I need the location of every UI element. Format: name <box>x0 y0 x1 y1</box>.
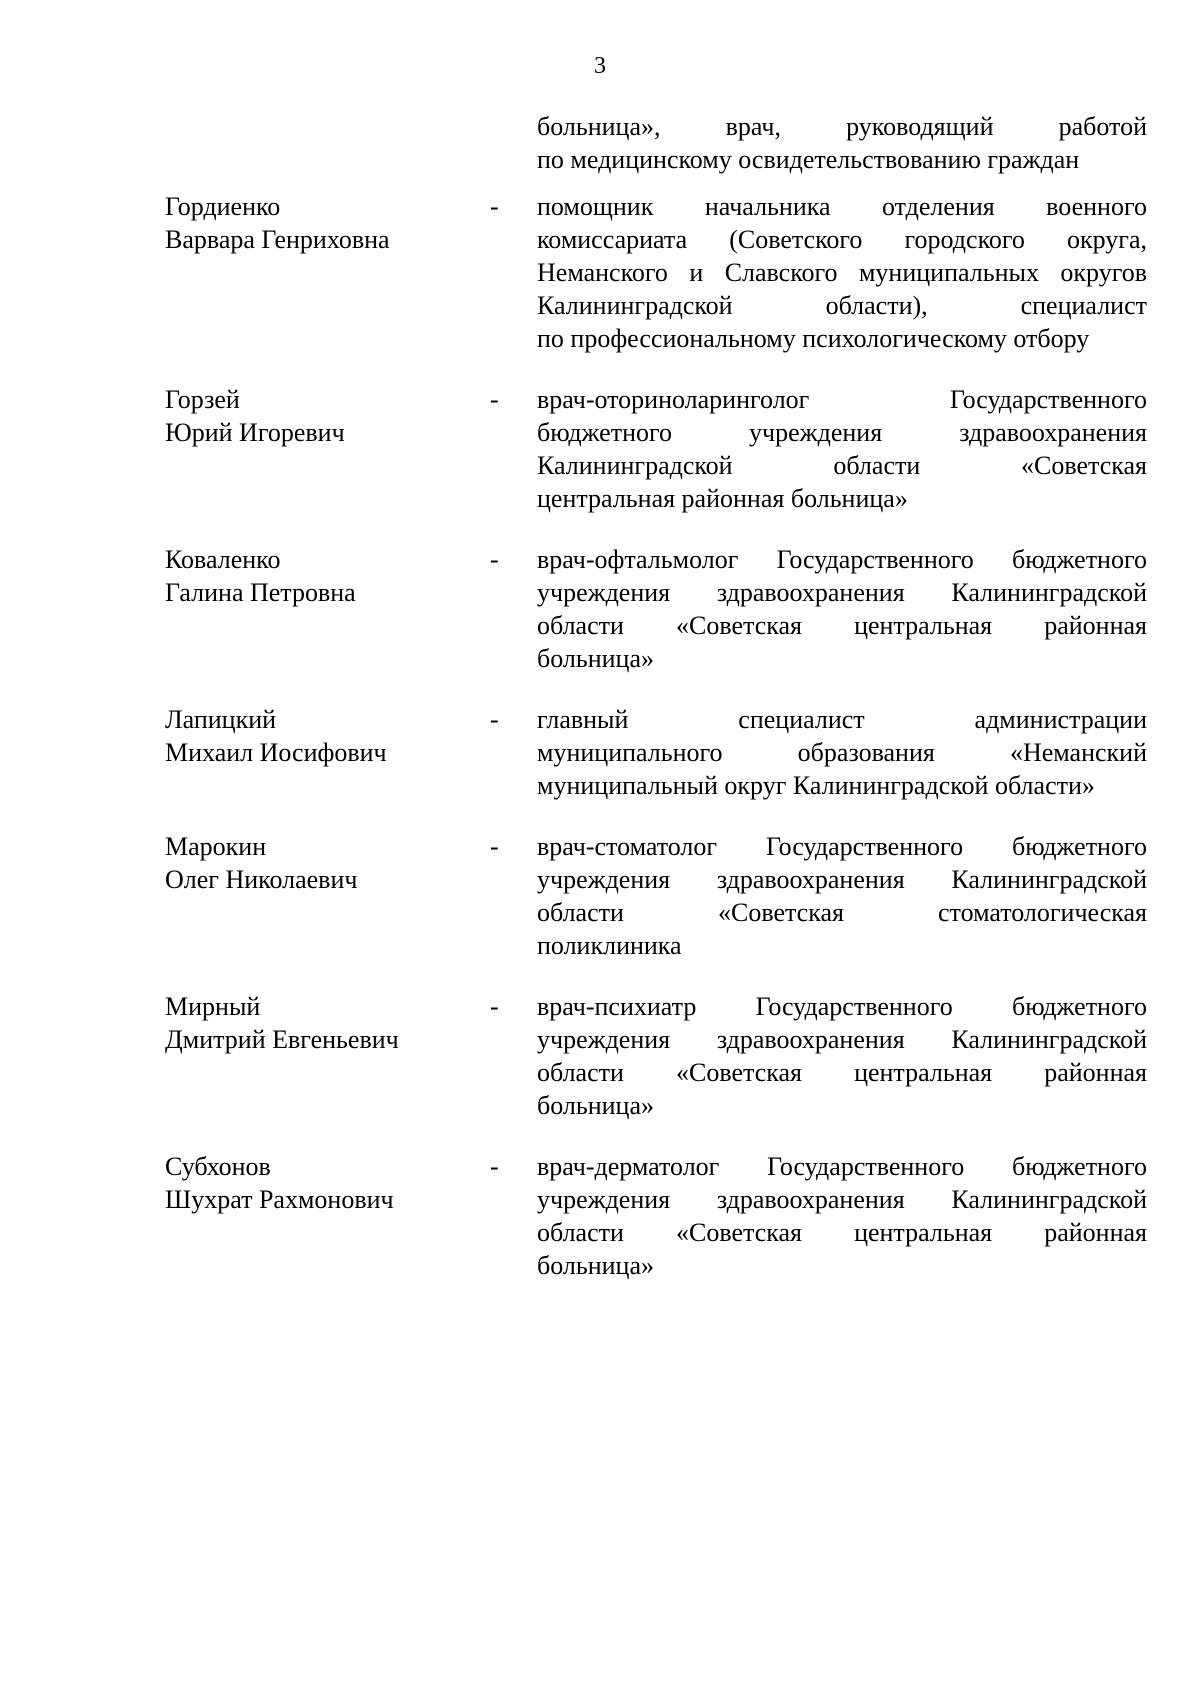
position-line: по профессиональному психологическому отбору <box>537 324 1090 353</box>
continuation-paragraph <box>537 110 1147 176</box>
member-position <box>537 190 1147 355</box>
position-line: муниципальный округ Калининградской области» <box>537 771 1095 800</box>
member-given-names: Галина Петровна <box>165 578 356 607</box>
member-surname: Коваленко <box>165 545 281 574</box>
member-entry <box>0 543 1200 675</box>
member-entry <box>0 190 1200 355</box>
position-line: области «Советская центральная районная <box>537 1218 1147 1247</box>
commission-members-list <box>0 190 1200 1310</box>
position-line: Калининградской области), специалист <box>537 291 1147 320</box>
position-line: учреждения здравоохранения Калининградской <box>537 1025 1147 1054</box>
member-position <box>537 383 1147 515</box>
page-number: 3 <box>594 53 606 79</box>
member-given-names: Варвара Генриховна <box>165 225 390 254</box>
position-line: муниципального образования «Неманский <box>537 738 1147 767</box>
member-given-names: Михаил Иосифович <box>165 738 387 767</box>
separator-dash: - <box>490 545 499 574</box>
position-line: помощник начальника отделения военного <box>537 192 1147 221</box>
member-position <box>537 703 1147 802</box>
position-line: врач-стоматолог Государственного бюджетного <box>537 832 1147 861</box>
position-line: врач-офтальмолог Государственного бюджетного <box>537 545 1147 574</box>
member-entry <box>0 703 1200 802</box>
member-position <box>537 1150 1147 1282</box>
continuation-line: больница», врач, руководящий работой <box>537 112 1147 141</box>
member-entry <box>0 990 1200 1122</box>
member-given-names: Юрий Игоревич <box>165 418 345 447</box>
member-surname: Лапицкий <box>165 705 277 734</box>
member-surname: Гордиенко <box>165 192 281 221</box>
member-position <box>537 830 1147 962</box>
position-line: области «Советская стоматологическая <box>537 898 1147 927</box>
member-surname: Субхонов <box>165 1152 271 1181</box>
member-position <box>537 543 1147 675</box>
position-line: Калининградской области «Советская <box>537 451 1147 480</box>
position-line: врач-дерматолог Государственного бюджетного <box>537 1152 1147 1181</box>
position-line: области «Советская центральная районная <box>537 611 1147 640</box>
position-line: больница» <box>537 1091 654 1120</box>
separator-dash: - <box>490 992 499 1021</box>
member-given-names: Шухрат Рахмонович <box>165 1185 394 1214</box>
member-entry <box>0 383 1200 515</box>
position-line: бюджетного учреждения здравоохранения <box>537 418 1147 447</box>
member-name <box>165 383 465 449</box>
member-entry <box>0 1150 1200 1282</box>
position-line: больница» <box>537 1251 654 1280</box>
member-surname: Марокин <box>165 832 267 861</box>
position-line: врач-психиатр Государственного бюджетного <box>537 992 1147 1021</box>
member-name <box>165 830 465 896</box>
position-line: учреждения здравоохранения Калининградской <box>537 865 1147 894</box>
position-line: комиссариата (Советского городского округа, <box>537 225 1147 254</box>
continuation-line: по медицинскому освидетельствованию граждан <box>537 145 1080 174</box>
position-line: Неманского и Славского муниципальных округов <box>537 258 1147 287</box>
separator-dash: - <box>490 192 499 221</box>
position-line: учреждения здравоохранения Калининградской <box>537 1185 1147 1214</box>
separator-dash: - <box>490 832 499 861</box>
position-line: учреждения здравоохранения Калининградской <box>537 578 1147 607</box>
position-line: врач-оториноларинголог Государственного <box>537 385 1147 414</box>
member-given-names: Олег Николаевич <box>165 865 358 894</box>
position-line: больница» <box>537 644 654 673</box>
member-surname: Горзей <box>165 385 240 414</box>
member-given-names: Дмитрий Евгеньевич <box>165 1025 399 1054</box>
member-surname: Мирный <box>165 992 261 1021</box>
member-name <box>165 703 465 769</box>
member-name <box>165 990 465 1056</box>
separator-dash: - <box>490 1152 499 1181</box>
position-line: главный специалист администрации <box>537 705 1147 734</box>
member-position <box>537 990 1147 1122</box>
position-line: центральная районная больница» <box>537 484 908 513</box>
position-line: поликлиника <box>537 931 682 960</box>
member-name <box>165 190 465 256</box>
member-name <box>165 1150 465 1216</box>
separator-dash: - <box>490 385 499 414</box>
position-line: области «Советская центральная районная <box>537 1058 1147 1087</box>
separator-dash: - <box>490 705 499 734</box>
member-entry <box>0 830 1200 962</box>
member-name <box>165 543 465 609</box>
